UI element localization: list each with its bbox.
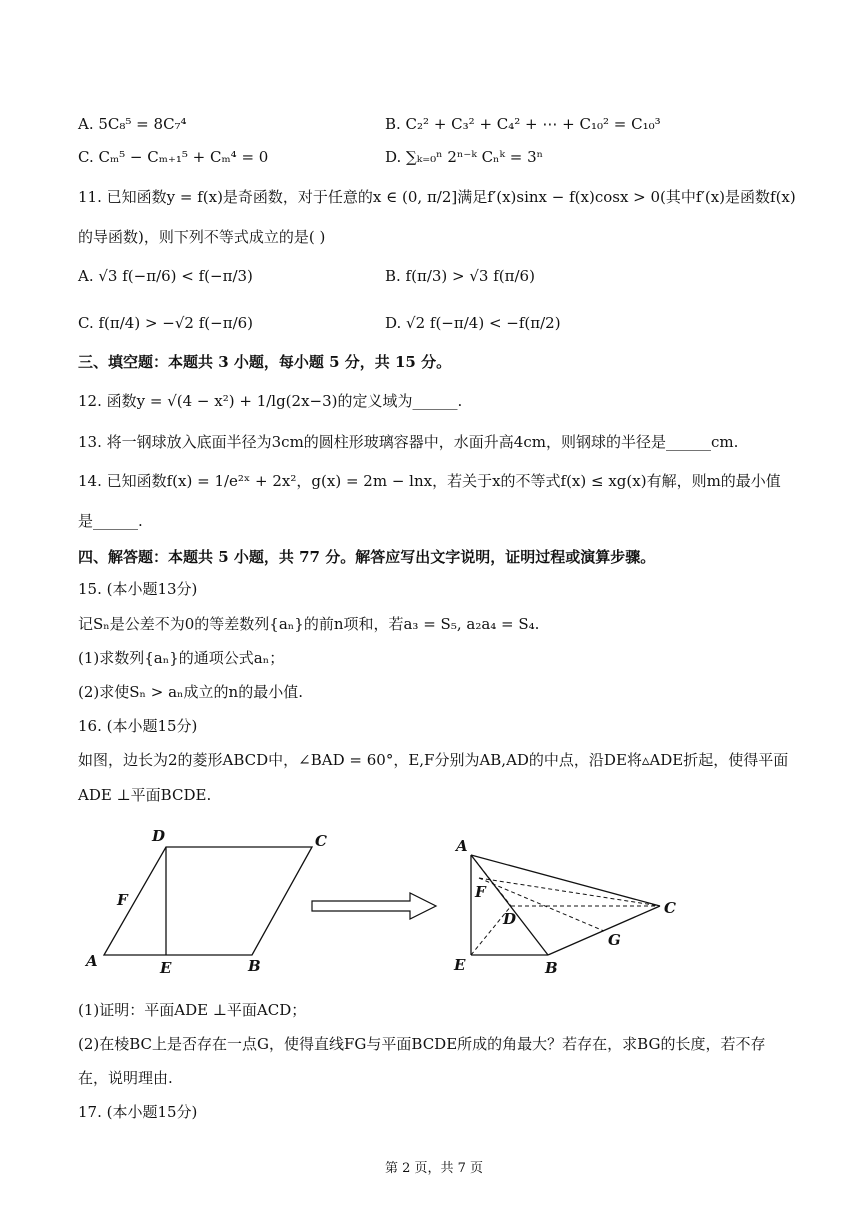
q15-title: 15. (本小题13分) <box>78 580 198 598</box>
q14-line1: 14. 已知函数f(x) = 1/e²ˣ + 2x²，g(x) = 2m − lnx，若关于x的不等式f(x) ≤ xg(x)有解，则m的最小值 <box>78 472 781 490</box>
q11-stem-line2: 的导函数)，则下列不等式成立的是( ) <box>78 228 326 246</box>
label-left-f: F <box>117 891 128 909</box>
q15-stem: 记Sₙ是公差不为0的等差数列{aₙ}的前n项和，若a₃ = S₅, a₂a₄ = S₄. <box>78 615 540 633</box>
q16-part1: (1)证明：平面ADE ⊥平面ACD； <box>78 1001 307 1019</box>
pyramid-figure <box>471 855 660 955</box>
edge-ac <box>471 855 660 906</box>
fold-arrow-icon <box>312 893 436 919</box>
q11-option-a: A. √3 f(−π/6) < f(−π/3) <box>78 267 253 285</box>
q17-title: 17. (本小题15分) <box>78 1103 198 1121</box>
q15-part1: (1)求数列{aₙ}的通项公式aₙ； <box>78 649 285 667</box>
q11-stem-line1: 11. 已知函数y = f(x)是奇函数，对于任意的x ∈ (0, π/2]满足f′(x)sinx − f(x)cosx > 0(其中f′(x)是函数f(x) <box>78 188 796 206</box>
label-right-c: C <box>664 899 676 917</box>
label-right-g: G <box>608 931 621 949</box>
label-left-e: E <box>160 959 172 977</box>
q12-text: 12. 函数y = √(4 − x²) + 1/lg(2x−3)的定义域为______. <box>78 392 463 410</box>
rhombus-outline <box>104 847 312 955</box>
label-left-d: D <box>152 827 166 845</box>
label-right-b: B <box>545 959 558 977</box>
q11-option-b: B. f(π/3) > √3 f(π/6) <box>385 267 535 285</box>
q13-text: 13. 将一钢球放入底面半径为3cm的圆柱形玻璃容器中，水面升高4cm，则钢球的半径是______cm. <box>78 433 739 451</box>
q14-line2: 是______. <box>78 512 143 530</box>
q16-stem-line1: 如图，边长为2的菱形ABCD中，∠BAD = 60°，E,F分别为AB,AD的中点，沿DE将▵ADE折起，使得平面 <box>78 751 789 769</box>
q16-part2-line2: 在，说明理由. <box>78 1069 173 1087</box>
q16-figure <box>0 810 868 990</box>
q10-option-b: B. C₂² + C₃² + C₄² + ⋯ + C₁₀² = C₁₀³ <box>385 115 661 133</box>
q10-option-c: C. Cₘ⁵ − Cₘ₊₁⁵ + Cₘ⁴ = 0 <box>78 148 269 166</box>
label-left-b: B <box>248 957 261 975</box>
hidden-edges <box>471 855 660 955</box>
label-right-a: A <box>456 837 468 855</box>
section3-header: 三、填空题：本题共 3 小题，每小题 5 分，共 15 分。 <box>78 353 452 371</box>
q16-part2-line1: (2)在棱BC上是否存在一点G，使得直线FG与平面BCDE所成的角最大？若存在，求BG的长度，若不存 <box>78 1035 766 1053</box>
q16-title: 16. (本小题15分) <box>78 717 198 735</box>
q10-option-a: A. 5C₈⁵ = 8C₇⁴ <box>78 115 187 133</box>
label-right-d: D <box>503 910 517 928</box>
q11-option-c: C. f(π/4) > −√2 f(−π/6) <box>78 314 254 332</box>
q11-option-d: D. √2 f(−π/4) < −f(π/2) <box>385 314 561 332</box>
q15-part2: (2)求使Sₙ > aₙ成立的n的最小值. <box>78 683 303 701</box>
q16-stem-line2: ADE ⊥平面BCDE. <box>78 786 212 804</box>
page-footer: 第 2 页，共 7 页 <box>384 1161 484 1176</box>
edge-ab <box>471 855 548 955</box>
label-left-c: C <box>315 832 327 850</box>
rhombus-figure <box>104 847 312 955</box>
label-right-f: F <box>475 883 486 901</box>
section4-header: 四、解答题：本题共 5 小题，共 77 分。解答应写出文字说明，证明过程或演算步骤。 <box>78 548 656 566</box>
label-right-e: E <box>454 956 466 974</box>
q10-option-d: D. ∑ₖ₌₀ⁿ 2ⁿ⁻ᵏ Cₙᵏ = 3ⁿ <box>385 148 544 166</box>
label-left-a: A <box>86 952 98 970</box>
